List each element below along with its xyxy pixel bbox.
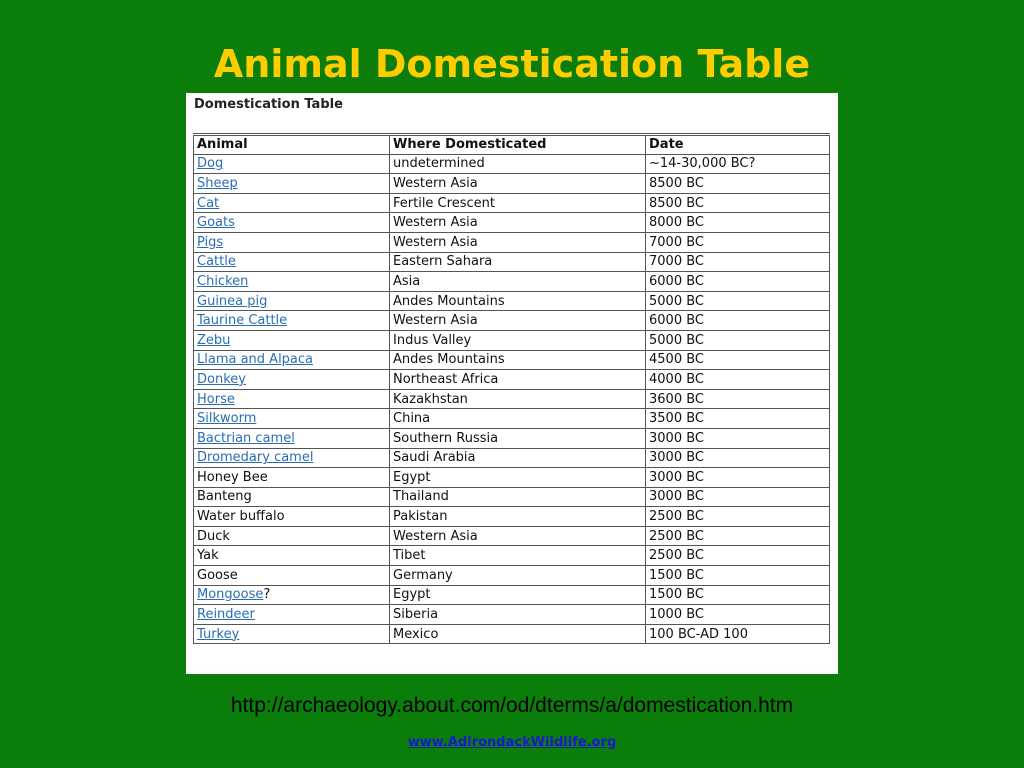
where-cell: Fertile Crescent (390, 193, 646, 213)
date-cell: 3500 BC (646, 409, 830, 429)
table-row (194, 428, 830, 448)
date-cell: 6000 BC (646, 311, 830, 331)
table-row (194, 566, 830, 586)
animal-cell (194, 566, 390, 586)
where-cell: Siberia (390, 605, 646, 625)
table-row (194, 154, 830, 174)
date-cell: 7000 BC (646, 252, 830, 272)
animal-link[interactable]: Chicken (197, 273, 249, 289)
animal-link[interactable]: Goats (197, 215, 235, 231)
animal-cell (194, 585, 390, 605)
animal-link[interactable]: Dog (197, 156, 224, 172)
table-row (194, 487, 830, 507)
animal-cell (194, 428, 390, 448)
table-row (194, 232, 830, 252)
where-cell: Tibet (390, 546, 646, 566)
where-cell: Mexico (390, 624, 646, 644)
animal-link[interactable]: Taurine Cattle (197, 313, 288, 329)
animal-name: Yak (197, 548, 219, 564)
animal-link[interactable]: Mongoose (197, 587, 264, 603)
header-animal: Animal (194, 135, 390, 155)
animal-link[interactable]: Reindeer (197, 607, 255, 623)
animal-link[interactable]: Llama and Alpaca (197, 352, 314, 368)
table-row (194, 585, 830, 605)
table-panel (186, 93, 838, 674)
animal-link[interactable]: Zebu (197, 332, 231, 348)
table-row (194, 350, 830, 370)
where-cell: Western Asia (390, 213, 646, 233)
date-cell: 5000 BC (646, 330, 830, 350)
date-cell: 3000 BC (646, 428, 830, 448)
where-cell: Thailand (390, 487, 646, 507)
table-row (194, 507, 830, 527)
animal-cell (194, 448, 390, 468)
table-row (194, 213, 830, 233)
site-footer (0, 735, 1024, 750)
where-cell: China (390, 409, 646, 429)
animal-link[interactable]: Sheep (197, 175, 238, 191)
table-row (194, 409, 830, 429)
where-cell: Western Asia (390, 174, 646, 194)
animal-name: Banteng (197, 489, 252, 505)
date-cell: 4000 BC (646, 370, 830, 390)
where-cell: Northeast Africa (390, 370, 646, 390)
domestication-table (193, 133, 830, 644)
animal-cell (194, 370, 390, 390)
table-row (194, 526, 830, 546)
where-cell: Kazakhstan (390, 389, 646, 409)
date-cell: 1000 BC (646, 605, 830, 625)
site-link[interactable]: www.AdirondackWildlife.org (407, 735, 617, 750)
animal-cell (194, 291, 390, 311)
animal-link[interactable]: Dromedary camel (197, 450, 314, 466)
animal-cell (194, 526, 390, 546)
animal-cell (194, 468, 390, 488)
date-cell: 3000 BC (646, 468, 830, 488)
animal-link[interactable]: Turkey (197, 626, 240, 642)
animal-link[interactable]: Donkey (197, 371, 246, 387)
table-caption: Domestication Table (194, 97, 343, 112)
animal-name: Water buffalo (197, 509, 285, 525)
header-where-domesticated: Where Domesticated (390, 135, 646, 155)
animal-cell (194, 272, 390, 292)
date-cell: 3000 BC (646, 487, 830, 507)
date-cell: 8500 BC (646, 193, 830, 213)
animal-cell (194, 193, 390, 213)
date-cell: 8000 BC (646, 213, 830, 233)
where-cell: Western Asia (390, 311, 646, 331)
slide-title: Animal Domestication Table (213, 42, 811, 86)
table-row (194, 370, 830, 390)
date-cell: 1500 BC (646, 566, 830, 586)
where-cell: undetermined (390, 154, 646, 174)
date-cell: 6000 BC (646, 272, 830, 292)
table-row (194, 546, 830, 566)
date-cell: 4500 BC (646, 350, 830, 370)
date-cell: 3600 BC (646, 389, 830, 409)
where-cell: Andes Mountains (390, 291, 646, 311)
date-cell: 8500 BC (646, 174, 830, 194)
animal-suffix: ? (263, 587, 271, 603)
where-cell: Eastern Sahara (390, 252, 646, 272)
where-cell: Saudi Arabia (390, 448, 646, 468)
animal-link[interactable]: Silkworm (197, 411, 257, 427)
where-cell: Western Asia (390, 232, 646, 252)
date-cell: 3000 BC (646, 448, 830, 468)
animal-cell (194, 174, 390, 194)
where-cell: Pakistan (390, 507, 646, 527)
animal-cell (194, 546, 390, 566)
where-cell: Egypt (390, 468, 646, 488)
animal-cell (194, 605, 390, 625)
animal-name: Goose (197, 567, 238, 583)
date-cell: 2500 BC (646, 507, 830, 527)
animal-cell (194, 252, 390, 272)
table-row (194, 174, 830, 194)
animal-link[interactable]: Guinea pig (197, 293, 268, 309)
animal-link[interactable]: Bactrian camel (197, 430, 295, 446)
table-row (194, 605, 830, 625)
animal-name: Honey Bee (197, 469, 268, 485)
where-cell: Western Asia (390, 526, 646, 546)
source-url: http://archaeology.about.com/od/dterms/a/domestication.htm (230, 694, 794, 717)
animal-cell (194, 487, 390, 507)
animal-cell (194, 350, 390, 370)
where-cell: Southern Russia (390, 428, 646, 448)
date-cell: 2500 BC (646, 526, 830, 546)
table-row (194, 468, 830, 488)
table-body (194, 154, 830, 644)
where-cell: Andes Mountains (390, 350, 646, 370)
animal-link[interactable]: Cat (197, 195, 220, 211)
table-row (194, 252, 830, 272)
animal-name: Duck (197, 528, 230, 544)
animal-cell (194, 330, 390, 350)
date-cell: 1500 BC (646, 585, 830, 605)
animal-cell (194, 389, 390, 409)
table-row (194, 330, 830, 350)
animal-link[interactable]: Cattle (197, 254, 236, 270)
table-row (194, 311, 830, 331)
animal-link[interactable]: Horse (197, 391, 235, 407)
date-cell: 100 BC-AD 100 (646, 624, 830, 644)
date-cell: 5000 BC (646, 291, 830, 311)
table-row (194, 193, 830, 213)
date-cell: ~14-30,000 BC? (646, 154, 830, 174)
where-cell: Indus Valley (390, 330, 646, 350)
table-row (194, 272, 830, 292)
table-row (194, 624, 830, 644)
animal-cell (194, 624, 390, 644)
date-cell: 7000 BC (646, 232, 830, 252)
date-cell: 2500 BC (646, 546, 830, 566)
table-row (194, 389, 830, 409)
animal-cell (194, 213, 390, 233)
animal-cell (194, 232, 390, 252)
where-cell: Egypt (390, 585, 646, 605)
animal-cell (194, 409, 390, 429)
animal-cell (194, 311, 390, 331)
animal-cell (194, 154, 390, 174)
header-date: Date (646, 135, 830, 155)
where-cell: Asia (390, 272, 646, 292)
animal-cell (194, 507, 390, 527)
table-header-row (194, 135, 830, 155)
table-row (194, 448, 830, 468)
table-row (194, 291, 830, 311)
where-cell: Germany (390, 566, 646, 586)
animal-link[interactable]: Pigs (197, 234, 224, 250)
